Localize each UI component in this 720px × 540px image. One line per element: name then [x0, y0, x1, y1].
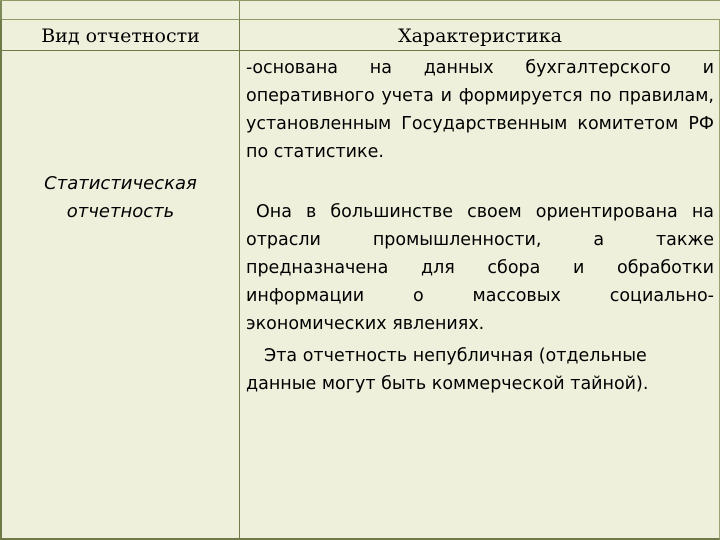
report-type-cell: Статистическая отчетность	[44, 173, 197, 222]
top-strip	[0, 0, 720, 20]
report-table	[0, 20, 720, 540]
characteristic-paragraph-2: Она в большинстве своем ориентирована на отрасли промышленности, а также предназначена для сбора и обработки информации о массовых социально-экономических явлениях.	[246, 202, 714, 334]
characteristic-paragraph-1: -основана на данных бухгалтерского и оперативного учета и формируется по правилам, установленным Государственным комитетом РФ по статистике.	[246, 58, 714, 162]
strip-column-divider	[239, 1, 240, 21]
header-characteristic: Характеристика	[398, 25, 562, 47]
column-divider	[239, 20, 240, 538]
strip-left-border	[0, 1, 2, 21]
characteristic-paragraph-3: Эта отчетность непубличная (отдельные данные могут быть коммерческой тайной).	[246, 346, 649, 394]
header-divider	[2, 50, 720, 51]
header-report-type: Вид отчетности	[41, 25, 200, 47]
